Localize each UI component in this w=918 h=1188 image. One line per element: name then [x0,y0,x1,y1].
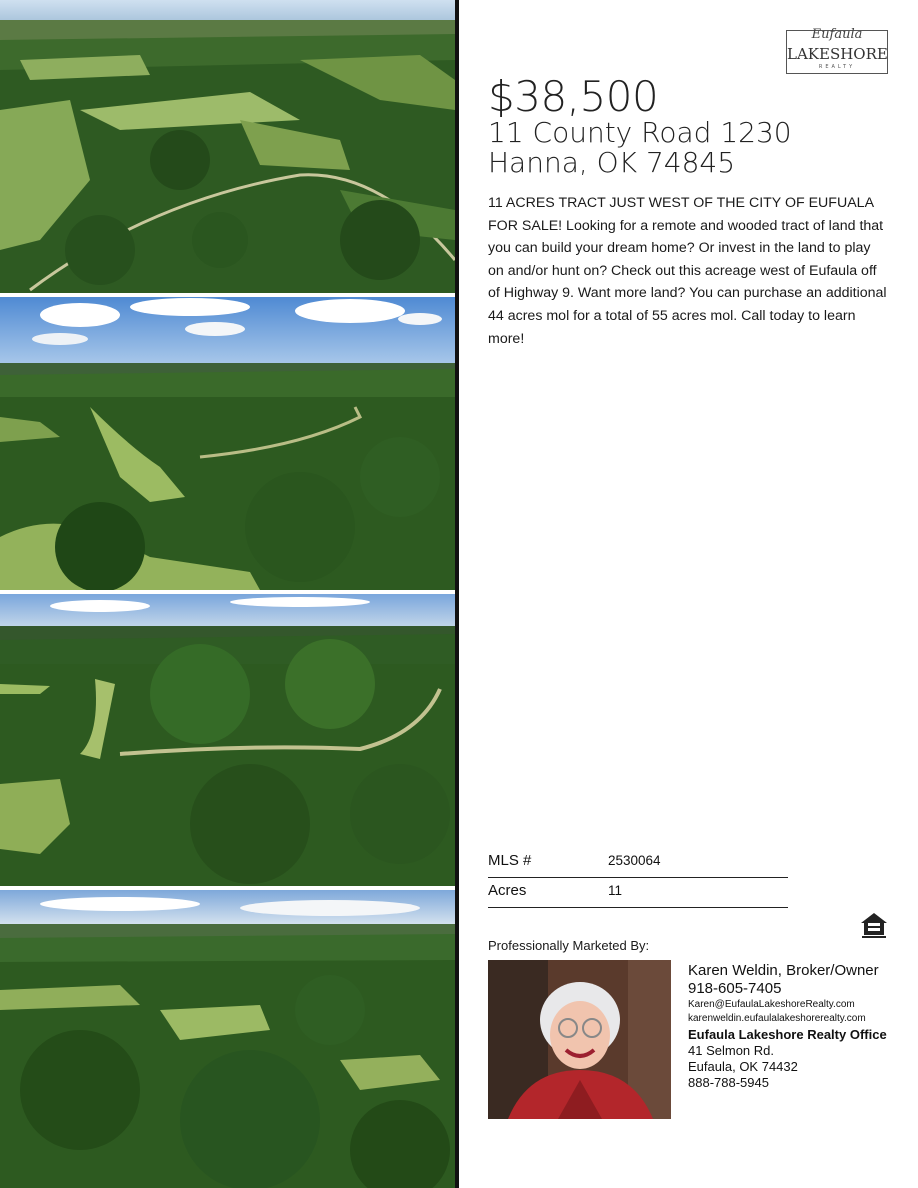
address-line-1: 11 County Road 1230 [488,116,792,149]
agent-website-link[interactable]: karenweldin.eufaulalakeshorerealty.com [688,1013,866,1024]
agent-photo [488,960,671,1119]
office-street: 41 Selmon Rd. [688,1043,774,1058]
agent-email-link[interactable]: Karen@EufaulaLakeshoreRealty.com [688,999,855,1010]
logo-main-text: LAKESHORE [787,45,888,63]
fact-row-acres [488,878,788,908]
agent-contact [688,962,898,1091]
office-phone[interactable]: 888-788-5945 [688,1075,769,1090]
equal-housing-opportunity-icon [859,910,889,940]
agent-name: Karen Weldin, Broker/Owner [688,962,879,979]
fact-label: MLS # [488,852,532,869]
aerial-photo-4 [0,890,455,1188]
vertical-divider [455,0,459,1188]
fact-value: 11 [608,883,623,898]
aerial-photo-3 [0,594,455,886]
logo-sub-text: REALTY [818,64,856,70]
fact-value: 2530064 [608,853,661,868]
address-line-2: Hanna, OK 74845 [488,146,736,179]
fact-label: Acres [488,882,527,899]
logo-script-text: Eufaula [811,27,863,42]
photo-column [0,0,455,1188]
fact-row-mls [488,848,788,878]
listing-facts [488,848,788,908]
aerial-photo-1 [0,0,455,293]
marketed-by-label: Professionally Marketed By: [488,938,650,953]
listing-description: 11 ACRES TRACT JUST WEST OF THE CITY OF EUFUALA FOR SALE! Looking for a remote and wooded tract of land that you can build your dream home? Or invest in the land to play on and/or hunt on? Check out this acreage west of Eufaula off of Highway 9. Want more land? You can purchase an additional 44 acres mol for a total of 55 acres mol. Call today to learn more! [488,195,887,347]
office-city: Eufaula, OK 74432 [688,1059,798,1074]
agent-phone[interactable]: 918-605-7405 [688,980,782,997]
office-name: Eufaula Lakeshore Realty Office [688,1027,887,1042]
brokerage-logo [786,27,888,74]
aerial-photo-2 [0,297,455,590]
listing-price: $38,500 [488,72,659,121]
